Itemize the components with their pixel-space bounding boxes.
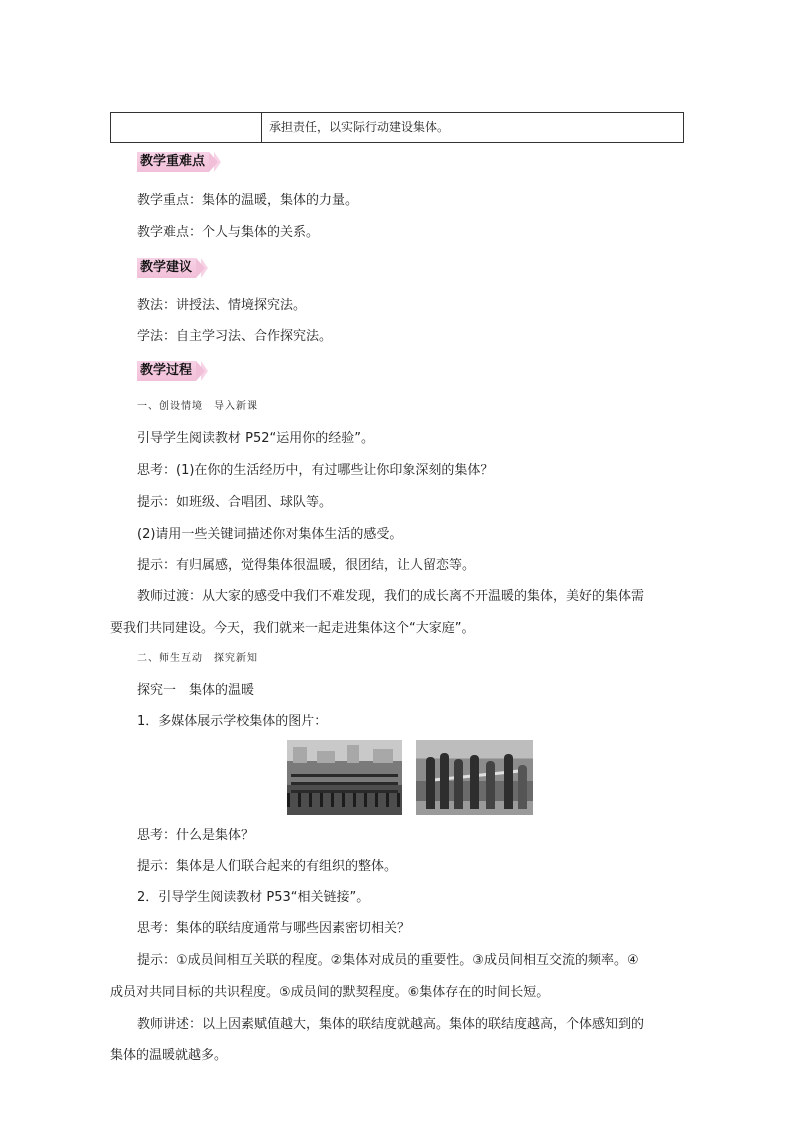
teacher-transition-cont: 要我们共同建设。今天，我们就来一起走进集体这个“大家庭”。 [110,621,475,636]
teacher-lecture: 教师讲述：以上因素赋值越大，集体的联结度就越高。集体的联结度越高，个体感知到的 [137,1017,645,1032]
question-1: 思考：什么是集体？ [137,828,255,843]
answer-2-cont: 成员对共同目标的共识程度。⑤成员间的默契程度。⑥集体存在的时间长短。 [110,985,550,1000]
continuation-table [110,112,684,143]
part1-line: (2)请用一些关键词描述你对集体生活的感受。 [137,527,403,542]
teacher-lecture-cont: 集体的温暖就越多。 [110,1048,228,1063]
part1-line: 思考：(1)在你的生活经历中，有过哪些让你印象深刻的集体？ [137,463,494,478]
teaching-method: 教法：讲授法、情境探究法。 [137,298,307,313]
part1-line: 提示：如班级、合唱团、球队等。 [137,495,333,510]
learning-method: 学法：自主学习法、合作探究法。 [137,329,333,344]
section-badge-suggest [137,258,208,278]
answer-2: 提示：①成员间相互关联的程度。②集体对成员的重要性。③成员间相互交流的频率。④ [137,953,639,968]
tug-of-war-photo [416,740,533,815]
focus-key-point: 教学重点：集体的温暖，集体的力量。 [137,193,359,208]
section-badge-focus [137,152,221,172]
section-title-suggest: 教学建议 [137,258,196,278]
part1-line: 引导学生阅读教材 P52“运用你的经验”。 [137,431,374,446]
teacher-transition: 教师过渡：从大家的感受中我们不难发现，我们的成长离不开温暖的集体，美好的集体需 [137,589,645,604]
badge-arrow-icon [209,152,218,172]
table-cell-right: 承担责任，以实际行动建设集体。 [269,120,450,134]
badge-arrow-icon [196,258,205,278]
school-assembly-photo [287,740,402,815]
section-badge-process [137,361,208,381]
section-title-focus: 教学重难点 [137,152,209,172]
answer-1: 提示：集体是人们联合起来的有组织的整体。 [137,859,398,874]
item-2: 2．引导学生阅读教材 P53“相关链接”。 [137,890,370,905]
part1-line: 提示：有归属感，觉得集体很温暖，很团结，让人留恋等。 [137,558,476,573]
focus-difficult-point: 教学难点：个人与集体的关系。 [137,225,320,240]
explore-title: 探究一 集体的温暖 [137,683,255,698]
part2-heading: 二、师生互动 探究新知 [137,653,258,664]
part1-heading: 一、创设情境 导入新课 [137,401,258,412]
table-cell-left [111,113,262,142]
badge-arrow-icon [196,361,205,381]
question-2: 思考：集体的联结度通常与哪些因素密切相关？ [137,921,411,936]
section-title-process: 教学过程 [137,361,196,381]
item-1: 1．多媒体展示学校集体的图片： [137,714,328,729]
